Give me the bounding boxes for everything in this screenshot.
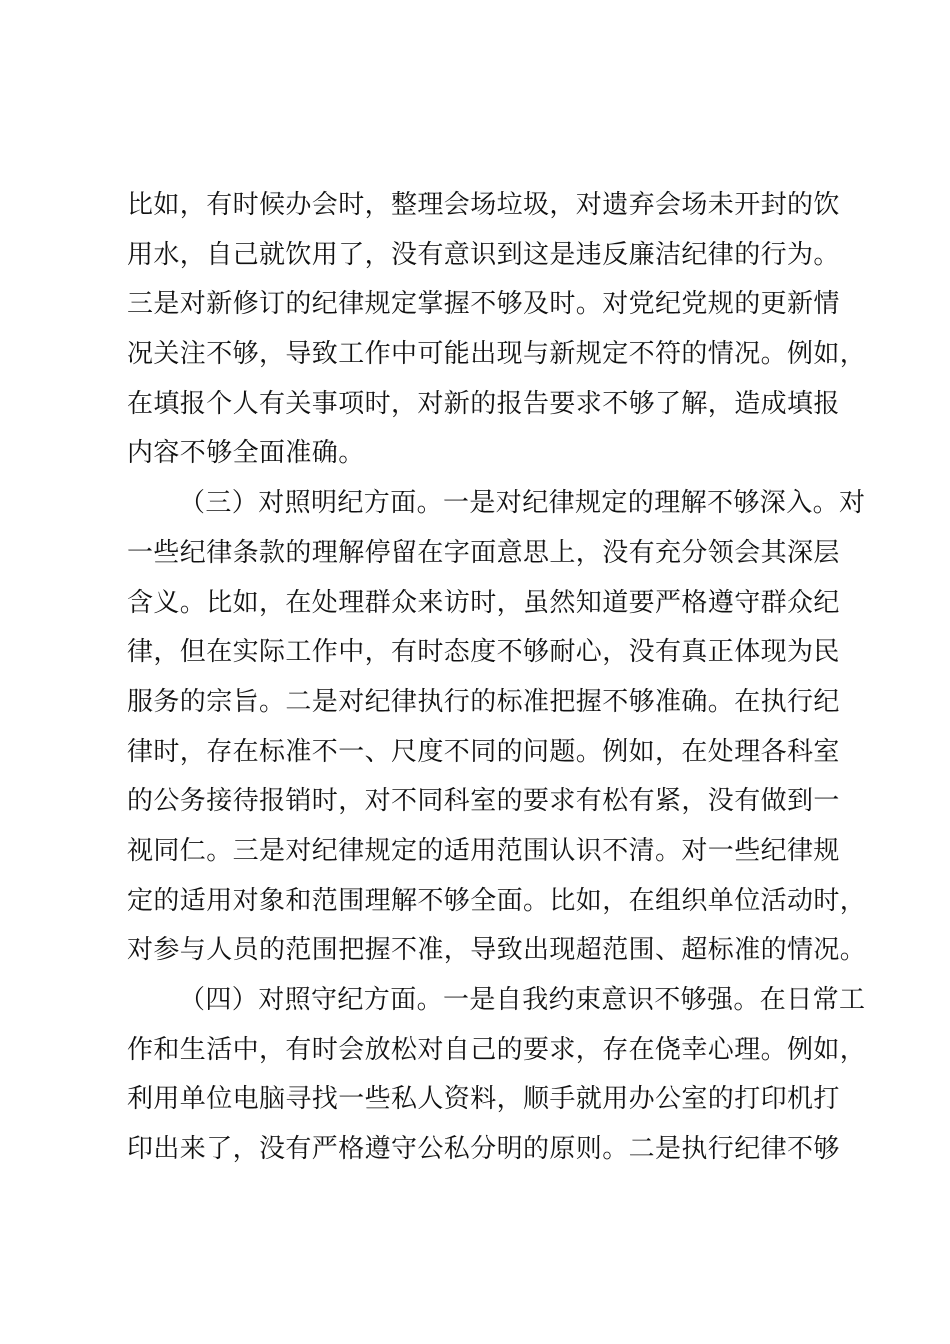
text-line: 的公务接待报销时，对不同科室的要求有松有紧，没有做到一 <box>127 786 840 817</box>
text-line: 对参与人员的范围把握不准，导致出现超范围、超标准的情况。 <box>127 935 867 966</box>
text-line: 律时，存在标准不一、尺度不同的问题。例如，在处理各科室 <box>127 736 840 767</box>
text-line: 含义。比如，在处理群众来访时，虽然知道要严格遵守群众纪 <box>127 587 840 618</box>
text-line: 三是对新修订的纪律规定掌握不够及时。对党纪党规的更新情 <box>127 289 840 320</box>
section-4-first-line: （四）对照守纪方面。一是自我约束意识不够强。在日常工 <box>179 985 866 1015</box>
text-line: 况关注不够，导致工作中可能出现与新规定不符的情况。例如， <box>127 339 867 370</box>
text-line: 用水，自己就饮用了，没有意识到这是违反廉洁纪律的行为。 <box>127 239 840 270</box>
text-line: 一些纪律条款的理解停留在字面意思上，没有充分领会其深层 <box>127 537 840 568</box>
text-line: 作和生活中，有时会放松对自己的要求，存在侥幸心理。例如， <box>127 1034 867 1065</box>
text-line: 利用单位电脑寻找一些私人资料，顺手就用办公室的打印机打 <box>127 1084 840 1115</box>
text-line: 内容不够全面准确。 <box>127 438 365 469</box>
text-line: 定的适用对象和范围理解不够全面。比如，在组织单位活动时， <box>127 885 867 916</box>
text-line: 视同仁。三是对纪律规定的适用范围认识不清。对一些纪律规 <box>127 835 840 866</box>
text-line: 律，但在实际工作中，有时态度不够耐心，没有真正体现为民 <box>127 637 840 668</box>
text-line: 印出来了，没有严格遵守公私分明的原则。二是执行纪律不够 <box>127 1134 840 1165</box>
text-line: 比如，有时候办会时，整理会场垃圾，对遗弃会场未开封的饮 <box>127 190 840 220</box>
text-line: 服务的宗旨。二是对纪律执行的标准把握不够准确。在执行纪 <box>127 686 840 717</box>
text-line: 在填报个人有关事项时，对新的报告要求不够了解，造成填报 <box>127 388 840 419</box>
document-body <box>127 181 867 1175</box>
section-3-first-line: （三）对照明纪方面。一是对纪律规定的理解不够深入。对 <box>179 488 866 519</box>
